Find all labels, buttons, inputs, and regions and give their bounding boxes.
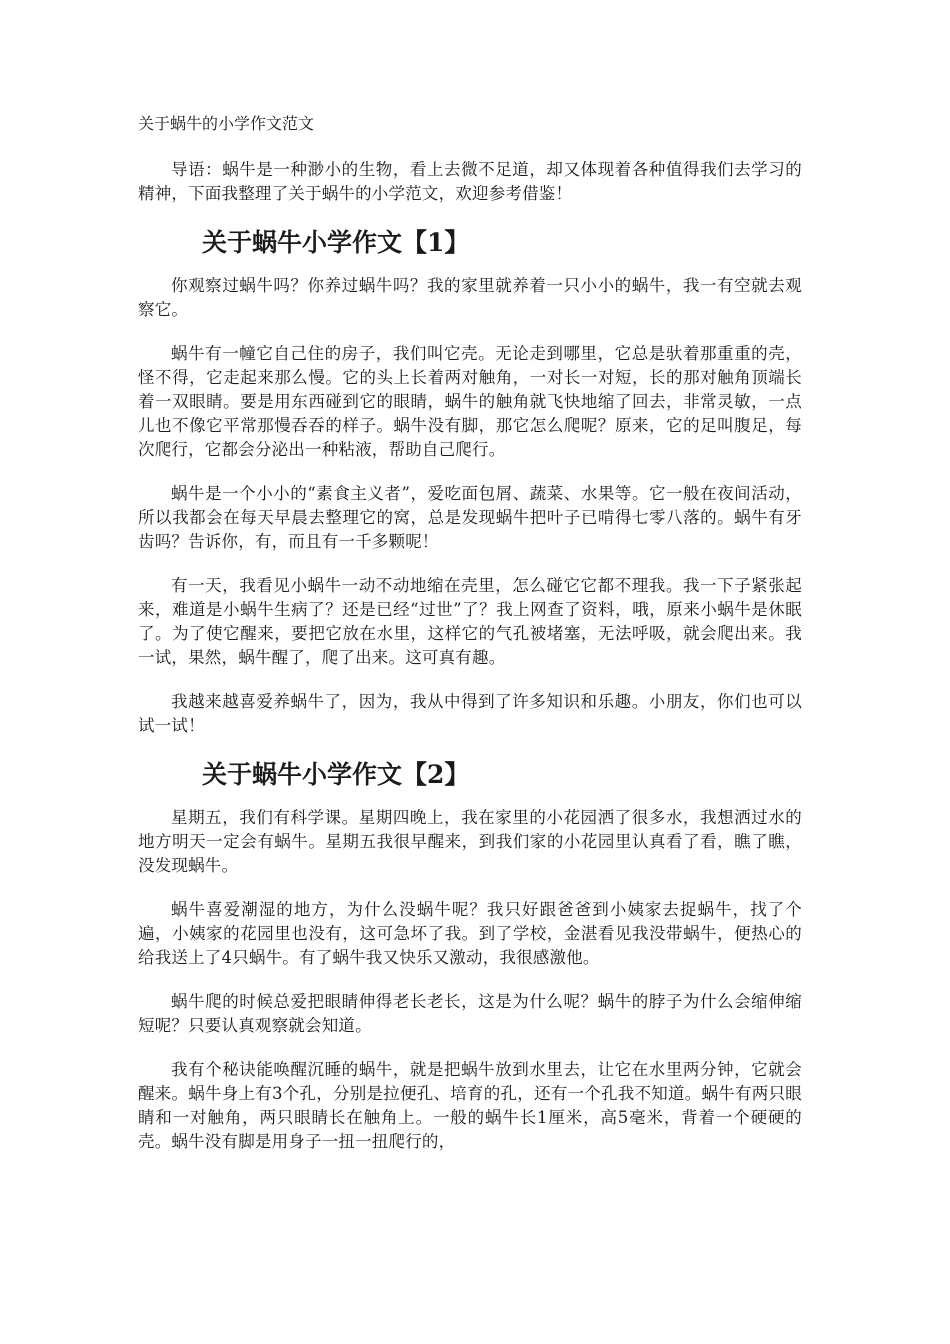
paragraph: 蜗牛是一个小小的“素食主义者”，爱吃面包屑、蔬菜、水果等。它一般在夜间活动，所以我都会在每天早晨去整理它的窝，总是发现蜗牛把叶子已啃得七零八落的。蜗牛有牙齿吗？告诉你，有，而且有一千多颗呢！ — [138, 484, 802, 551]
paragraph: 蜗牛有一幢它自己住的房子，我们叫它壳。无论走到哪里，它总是驮着那重重的壳，怪不得，它走起来那么慢。它的头上长着两对触角，一对长一对短，长的那对触角顶端长着一双眼睛。要是用东西碰到它的眼睛，蜗牛的触角就飞快地缩了回去，非常灵敏，一点儿也不像它平常那慢吞吞的样子。蜗牛没有脚，那它怎么爬呢？原来，它的足叫腹足，每次爬行，它都会分泌出一种粘液，帮助自己爬行。 — [138, 344, 802, 459]
document-title: 关于蜗牛的小学作文范文 — [138, 114, 315, 133]
paragraph: 有一天，我看见小蜗牛一动不动地缩在壳里，怎么碰它它都不理我。我一下子紧张起来，难道是小蜗牛生病了？还是已经“过世”了？我上网查了资料，哦，原来小蜗牛是休眠了。为了使它醒来，要把它放在水里，这样它的气孔被堵塞，无法呼吸，就会爬出来。我一试，果然，蜗牛醒了，爬了出来。这可真有趣。 — [138, 576, 802, 667]
paragraph: 我越来越喜爱养蜗牛了，因为，我从中得到了许多知识和乐趣。小朋友，你们也可以试一试！ — [138, 692, 802, 735]
paragraph: 蜗牛喜爱潮湿的地方，为什么没蜗牛呢？我只好跟爸爸到小姨家去捉蜗牛，找了个遍，小姨家的花园里也没有，这可急坏了我。到了学校，金湛看见我没带蜗牛，便热心的给我送上了4只蜗牛。有了蜗牛我又快乐又激动，我很感激他。 — [138, 900, 802, 967]
intro-paragraph: 导语：蜗牛是一种渺小的生物，看上去微不足道，却又体现着各种值得我们去学习的精神，下面我整理了关于蜗牛的小学范文，欢迎参考借鉴！ — [138, 160, 802, 203]
paragraph: 蜗牛爬的时候总爱把眼睛伸得老长老长，这是为什么呢？蜗牛的脖子为什么会缩伸缩短呢？只要认真观察就会知道。 — [138, 992, 802, 1035]
section-2 — [138, 758, 802, 1154]
paragraph: 我有个秘诀能唤醒沉睡的蜗牛，就是把蜗牛放到水里去，让它在水里两分钟，它就会醒来。蜗牛身上有3个孔，分别是拉便孔、培育的孔，还有一个孔我不知道。蜗牛有两只眼睛和一对触角，两只眼睛长在触角上。一般的蜗牛长1厘米，高5毫米，背着一个硬硬的壳。蜗牛没有脚是用身子一扭一扭爬行的， — [138, 1060, 802, 1151]
section-heading: 关于蜗牛小学作文【2】 — [202, 760, 470, 789]
document-page — [138, 112, 802, 1174]
section-heading: 关于蜗牛小学作文【1】 — [202, 228, 470, 257]
paragraph: 你观察过蜗牛吗？你养过蜗牛吗？我的家里就养着一只小小的蜗牛，我一有空就去观察它。 — [138, 276, 802, 319]
paragraph: 星期五，我们有科学课。星期四晚上，我在家里的小花园洒了很多水，我想洒过水的地方明天一定会有蜗牛。星期五我很早醒来，到我们家的小花园里认真看了看，瞧了瞧，没发现蜗牛。 — [138, 808, 802, 875]
section-1 — [138, 226, 802, 738]
